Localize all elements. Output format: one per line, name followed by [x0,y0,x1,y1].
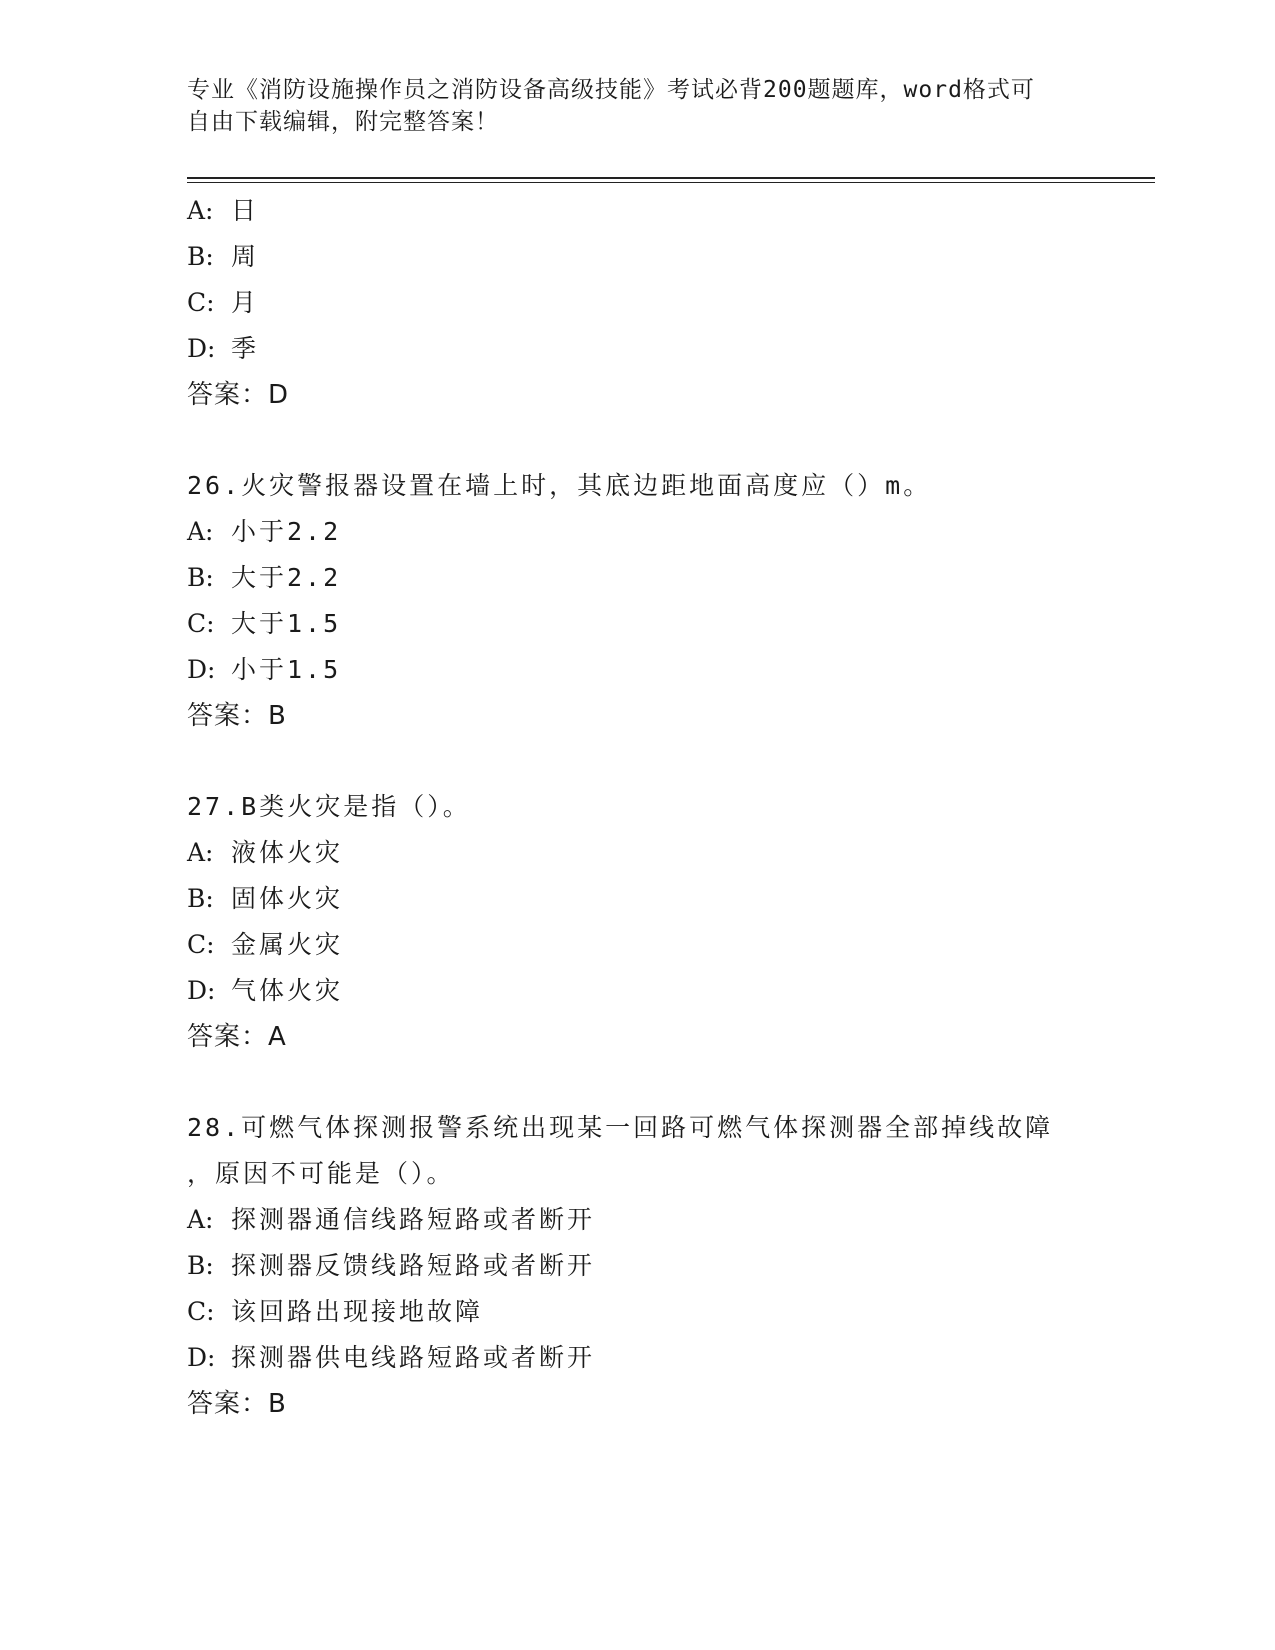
option-key: B: [187,1251,214,1280]
option-d [187,326,1087,372]
header-line-1: 专业《消防设施操作员之消防设备高级技能》考试必背200题题库，word格式可 [187,77,1035,103]
option-key: A: [187,517,214,546]
option-text: 气体火灾 [231,976,344,1005]
option-text: 固体火灾 [231,884,344,913]
question-spacer [187,739,1087,784]
option-d [187,968,1087,1014]
option-key: A: [187,1205,214,1234]
option-b [187,555,1087,601]
option-key: C: [187,930,215,959]
option-key: D: [187,1343,216,1372]
option-key: A: [187,196,214,225]
option-key: B: [187,242,214,271]
option-c [187,601,1087,647]
option-text: 小于2.2 [231,517,342,546]
answer-line: 答案：B [187,701,287,731]
answer-line: 答案：A [187,1022,287,1052]
option-text: 小于1.5 [231,655,342,684]
option-c [187,1289,1087,1335]
answer-line: 答案：B [187,1389,287,1419]
option-a [187,830,1087,876]
option-b [187,1243,1087,1289]
question-stem: 27.B类火灾是指（）。 [187,792,471,821]
option-key: C: [187,288,215,317]
option-text: 探测器反馈线路短路或者断开 [231,1251,596,1280]
question-27 [187,784,1087,1060]
option-a [187,1197,1087,1243]
question-spacer [187,418,1087,463]
question-25 [187,188,1087,418]
question-26 [187,463,1087,739]
question-stem-line-2: ，原因不可能是（）。 [187,1159,455,1188]
option-text: 探测器供电线路短路或者断开 [231,1343,596,1372]
option-a [187,509,1087,555]
question-28 [187,1105,1087,1427]
option-text: 金属火灾 [231,930,344,959]
option-b [187,876,1087,922]
option-text: 日 [231,196,260,225]
option-key: B: [187,884,214,913]
question-list [187,188,1087,1427]
option-b [187,234,1087,280]
option-text: 大于1.5 [231,609,342,638]
option-c [187,922,1087,968]
header-divider-thin [187,182,1155,183]
option-key: D: [187,655,216,684]
option-text: 液体火灾 [231,838,344,867]
option-text: 月 [231,288,260,317]
option-key: C: [187,1297,215,1326]
option-key: D: [187,334,216,363]
option-key: B: [187,563,214,592]
question-stem: 26.火灾警报器设置在墙上时，其底边距地面高度应（）m。 [187,471,932,500]
option-a [187,188,1087,234]
option-c [187,280,1087,326]
option-key: A: [187,838,214,867]
option-text: 周 [231,242,260,271]
document-header [187,74,1067,138]
option-text: 该回路出现接地故障 [231,1297,484,1326]
header-line-2: 自由下载编辑，附完整答案！ [187,109,499,135]
header-divider-thick [187,177,1155,179]
answer-line: 答案：D [187,380,290,410]
option-key: D: [187,976,216,1005]
question-spacer [187,1060,1087,1105]
option-text: 大于2.2 [231,563,342,592]
option-key: C: [187,609,215,638]
option-text: 季 [231,334,260,363]
option-text: 探测器通信线路短路或者断开 [231,1205,596,1234]
option-d [187,1335,1087,1381]
question-stem-line-1: 28.可燃气体探测报警系统出现某一回路可燃气体探测器全部掉线故障 [187,1113,1054,1142]
option-d [187,647,1087,693]
